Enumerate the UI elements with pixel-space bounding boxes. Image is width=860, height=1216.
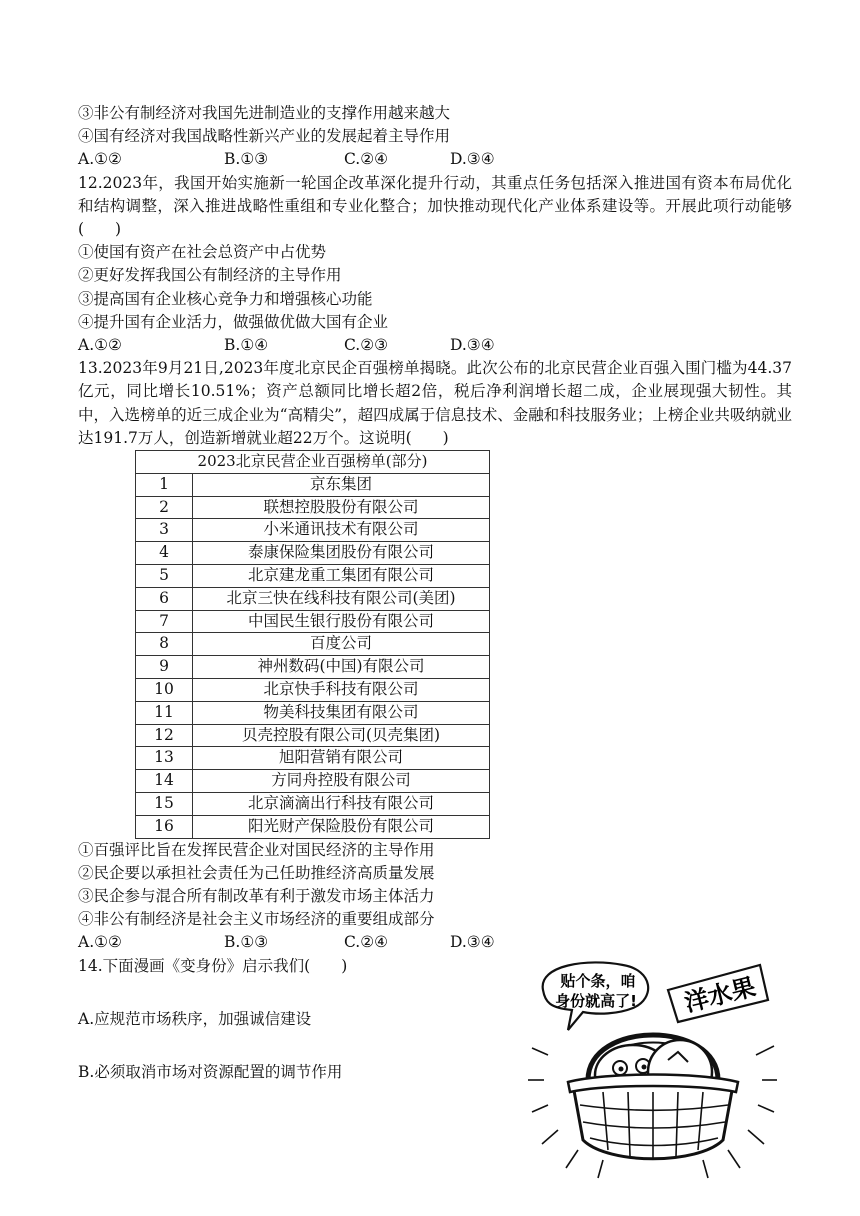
- q12-option-b[interactable]: B.①④: [224, 336, 269, 355]
- company-cell: 北京三快在线科技有限公司(美团): [193, 587, 490, 610]
- q11-option-c[interactable]: C.②④: [344, 150, 389, 169]
- rank-cell: 3: [136, 519, 193, 542]
- table-row: [136, 610, 490, 633]
- rank-cell: 2: [136, 496, 193, 519]
- q12-statement-2: ②更好发挥我国公有制经济的主导作用: [78, 266, 342, 285]
- q11-option-b[interactable]: B.①③: [224, 150, 269, 169]
- q11-statement-4: ④国有经济对我国战略性新兴产业的发展起着主导作用: [78, 127, 451, 146]
- q13-option-d[interactable]: D.③④: [450, 933, 495, 952]
- q13-option-a[interactable]: A.①②: [78, 933, 122, 952]
- q14-option-a[interactable]: A.应规范市场秩序，加强诚信建设: [78, 1009, 312, 1028]
- company-cell: 百度公司: [193, 633, 490, 656]
- fruit-basket-cartoon: [528, 960, 778, 1182]
- rank-cell: 5: [136, 565, 193, 588]
- q13-statement-1: ①百强评比旨在发挥民营企业对国民经济的主导作用: [78, 840, 435, 859]
- q11-option-d[interactable]: D.③④: [450, 150, 495, 169]
- company-cell: 北京滴滴出行科技有限公司: [193, 792, 490, 815]
- q12-options: [78, 334, 798, 357]
- ranking-table: [135, 450, 490, 839]
- table-row: [136, 633, 490, 656]
- table-row: [136, 473, 490, 496]
- rank-cell: 13: [136, 747, 193, 770]
- rank-cell: 6: [136, 587, 193, 610]
- company-cell: 神州数码(中国)有限公司: [193, 656, 490, 679]
- q13-statement-4: ④非公有制经济是社会主义市场经济的重要组成部分: [78, 910, 435, 929]
- worksheet-page: [78, 102, 798, 1084]
- bubble-text-1: 贴个条，咱: [560, 972, 636, 990]
- table-row: [136, 678, 490, 701]
- table-title-row: [136, 451, 490, 474]
- table-row: [136, 724, 490, 747]
- banner-text: 洋水果: [681, 972, 759, 1018]
- table-row: [136, 565, 490, 588]
- q13-option-b[interactable]: B.①③: [224, 933, 269, 952]
- rank-cell: 1: [136, 473, 193, 496]
- q12-statement-4: ④提升国有企业活力，做强做优做大国有企业: [78, 312, 389, 331]
- rank-cell: 15: [136, 792, 193, 815]
- rank-cell: 8: [136, 633, 193, 656]
- rank-cell: 16: [136, 815, 193, 838]
- table-row: [136, 770, 490, 793]
- rank-cell: 14: [136, 770, 193, 793]
- q13-options: [78, 931, 798, 954]
- q13-option-c[interactable]: C.②④: [344, 933, 389, 952]
- q11-options: [78, 148, 798, 171]
- company-cell: 贝壳控股有限公司(贝壳集团): [193, 724, 490, 747]
- table-row: [136, 701, 490, 724]
- table-row: [136, 656, 490, 679]
- company-cell: 物美科技集团有限公司: [193, 701, 490, 724]
- company-cell: 旭阳营销有限公司: [193, 747, 490, 770]
- table-row: [136, 587, 490, 610]
- q12-statement-3: ③提高国有企业核心竞争力和增强核心功能: [78, 289, 373, 308]
- company-cell: 方同舟控股有限公司: [193, 770, 490, 793]
- company-cell: 小米通讯技术有限公司: [193, 519, 490, 542]
- rank-cell: 9: [136, 656, 193, 679]
- q14-stem: 14.下面漫画《变身份》启示我们( ): [78, 956, 348, 975]
- bubble-text-2: 身份就高了!: [555, 992, 637, 1010]
- q11-statement-3: ③非公有制经济对我国先进制造业的支撑作用越来越大: [78, 104, 451, 122]
- company-cell: 北京快手科技有限公司: [193, 678, 490, 701]
- company-cell: 泰康保险集团股份有限公司: [193, 542, 490, 565]
- table-row: [136, 519, 490, 542]
- company-cell: 中国民生银行股份有限公司: [193, 610, 490, 633]
- rank-cell: 10: [136, 678, 193, 701]
- q13-statement-2: ②民企要以承担社会责任为己任助推经济高质量发展: [78, 863, 435, 882]
- table-row: [136, 747, 490, 770]
- q14-option-b[interactable]: B.必须取消市场对资源配置的调节作用: [78, 1062, 343, 1081]
- table-row: [136, 792, 490, 815]
- company-cell: 京东集团: [193, 473, 490, 496]
- rank-cell: 11: [136, 701, 193, 724]
- table-row: [136, 815, 490, 838]
- table-row: [136, 542, 490, 565]
- rank-cell: 4: [136, 542, 193, 565]
- company-cell: 阳光财产保险股份有限公司: [193, 815, 490, 838]
- q12-option-d[interactable]: D.③④: [450, 336, 495, 355]
- q12-statement-1: ①使国有资产在社会总资产中占优势: [78, 243, 327, 262]
- table-row: [136, 496, 490, 519]
- table-title: 2023北京民营企业百强榜单(部分): [136, 451, 490, 474]
- company-cell: 北京建龙重工集团有限公司: [193, 565, 490, 588]
- q13-statement-3: ③民企参与混合所有制改革有利于激发市场主体活力: [78, 886, 435, 905]
- q12-stem: 12.2023年，我国开始实施新一轮国企改革深化提升行动，其重点任务包括深入推进国有资本布局优化和结构调整，深入推进战略性重组和专业化整合；加快推动现代化产业体系建设等。开展此项行动能够( ): [78, 173, 792, 238]
- rank-cell: 7: [136, 610, 193, 633]
- q12-option-a[interactable]: A.①②: [78, 336, 122, 355]
- q12-option-c[interactable]: C.②③: [344, 336, 389, 355]
- q13-stem: 13.2023年9月21日,2023年度北京民企百强榜单揭晓。此次公布的北京民营企业百强入围门槛为44.37亿元，同比增长10.51%；资产总额同比增长超2倍，税后净利润增长超二成，企业展现强大韧性。其中，入选榜单的近三成企业为“高精尖”，超四成属于信息技术、金融和科技服务业；上榜企业共吸纳就业达191.7万人，创造新增就业超22万个。这说明( ): [78, 359, 792, 447]
- rank-cell: 12: [136, 724, 193, 747]
- q11-option-a[interactable]: A.①②: [78, 150, 122, 169]
- company-cell: 联想控股股份有限公司: [193, 496, 490, 519]
